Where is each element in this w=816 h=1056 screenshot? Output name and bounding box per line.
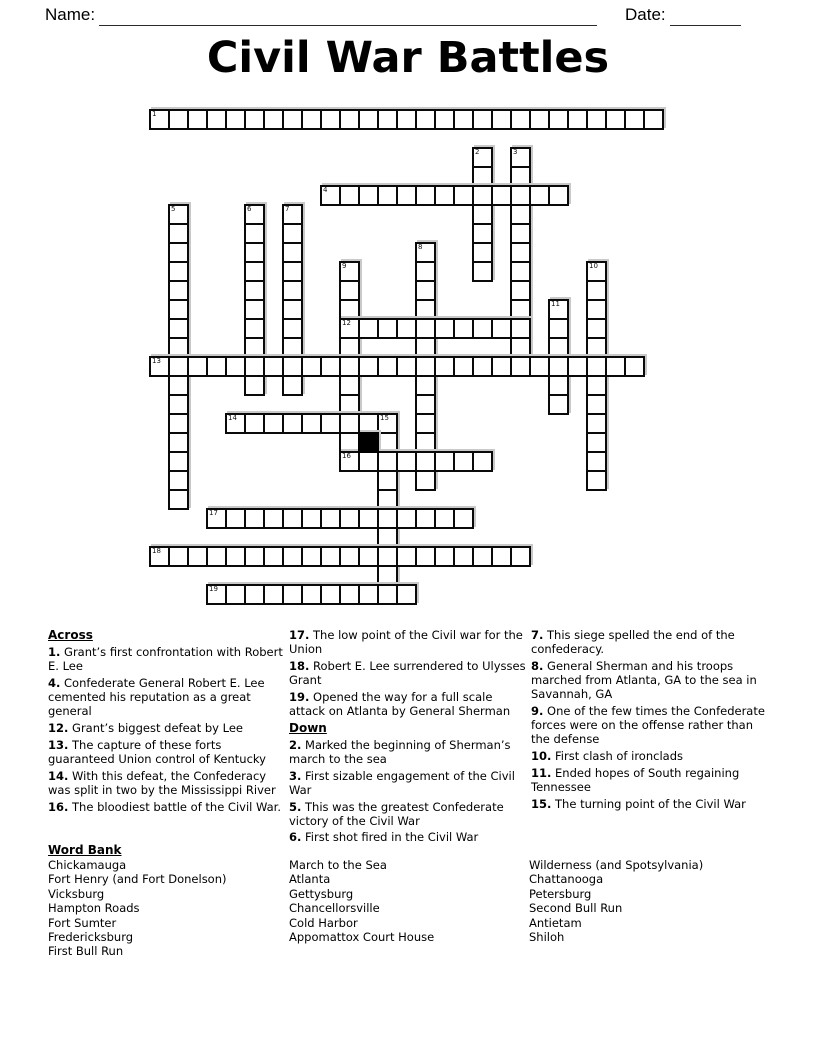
- clue-number: 11.: [531, 765, 552, 780]
- clue-number-in-grid: 13: [152, 357, 161, 365]
- clue-number-in-grid: 8: [418, 243, 423, 251]
- word-bank-column-3: [529, 843, 771, 944]
- clue-number: 7.: [531, 628, 544, 642]
- clue-6: 6. First shot fired in the Civil War: [289, 830, 479, 845]
- crossword-entry-4-across[interactable]: [320, 185, 569, 206]
- clue-number-in-grid: 10: [589, 262, 598, 270]
- clues-header-across: Across: [48, 628, 93, 642]
- clue-number: 4.: [48, 675, 61, 690]
- clue-13: 13. The capture of these forts guaranteed Union control of Kentucky: [48, 737, 266, 766]
- clue-number-in-grid: 15: [380, 414, 389, 422]
- word-bank-item: Vicksburg: [48, 886, 105, 901]
- word-bank-item: Fort Sumter: [48, 915, 117, 930]
- clue-7: 7. This siege spelled the end of the confederacy.: [531, 628, 735, 657]
- crossword-entry-1-across[interactable]: [149, 109, 664, 130]
- word-bank-item: Fort Henry (and Fort Donelson): [48, 872, 227, 887]
- clues-column-right: [531, 628, 773, 813]
- clue-18: 18. Robert E. Lee surrendered to Ulysses Grant: [289, 658, 526, 688]
- clue-number: 18.: [289, 658, 310, 673]
- clue-number-in-grid: 6: [247, 205, 252, 213]
- clue-number-in-grid: 18: [152, 547, 161, 555]
- clue-number-in-grid: 17: [209, 509, 218, 517]
- word-bank-item: Chattanooga: [529, 872, 604, 887]
- clue-16: 16. The bloodiest battle of the Civil War.: [48, 799, 282, 814]
- clue-number-in-grid: 3: [513, 148, 518, 156]
- clue-number-in-grid: 16: [342, 452, 351, 460]
- crossword-entry-12-across[interactable]: [339, 318, 531, 339]
- crossword-entry-16-across[interactable]: [339, 451, 493, 472]
- clue-number-in-grid: 7: [285, 205, 290, 213]
- clue-number-in-grid: 14: [228, 414, 237, 422]
- clue-number: 16.: [48, 799, 69, 814]
- crossword-entry-18-across[interactable]: [149, 546, 531, 567]
- word-bank-header: Word Bank: [48, 843, 122, 857]
- clue-1: 1. Grant’s first confrontation with Robert E. Lee: [48, 645, 283, 674]
- clue-8: 8. General Sherman and his troops marched from Atlanta, GA to the sea in Savannah, GA: [531, 658, 757, 702]
- word-bank-item: Chancellorsville: [289, 901, 380, 916]
- clue-number: 5.: [289, 799, 302, 814]
- date-label: Date:: [625, 5, 666, 24]
- date-blank-line: [670, 25, 741, 26]
- clue-number: 10.: [531, 749, 552, 764]
- clues-column-middle: [289, 628, 531, 847]
- clue-number: 12.: [48, 721, 69, 736]
- clue-2: 2. Marked the beginning of Sherman’s march to the sea: [289, 737, 511, 766]
- page-title: Civil War Battles: [206, 33, 610, 83]
- clues-header-down: Down: [289, 720, 327, 735]
- clues-column-across: [48, 628, 290, 816]
- word-bank-item: Chickamauga: [48, 858, 127, 872]
- clue-10: 10. First clash of ironclads: [531, 749, 683, 764]
- clue-15: 15. The turning point of the Civil War: [531, 796, 746, 811]
- clue-17: 17. The low point of the Civil war for the Union: [289, 628, 523, 657]
- clue-11: 11. Ended hopes of South regaining Tennessee: [531, 765, 740, 795]
- crossword-entry-19-across[interactable]: [206, 584, 417, 605]
- clue-number-in-grid: 9: [342, 262, 347, 270]
- clue-3: 3. First sizable engagement of the Civil War: [289, 768, 515, 797]
- crossword-entry-2-down[interactable]: [472, 147, 493, 282]
- word-bank-column-1: [48, 843, 290, 959]
- clue-number-in-grid: 4: [323, 186, 328, 194]
- word-bank-item: Second Bull Run: [529, 901, 623, 916]
- clue-number-in-grid: 12: [342, 319, 351, 327]
- clue-number: 1.: [48, 645, 61, 659]
- clue-number-in-grid: 5: [171, 205, 176, 213]
- word-bank-item: Cold Harbor: [289, 915, 358, 930]
- word-bank-item: Wilderness (and Spotsylvania): [529, 858, 704, 872]
- crossword-entry-3-down[interactable]: [510, 147, 531, 377]
- word-bank-item: Atlanta: [289, 872, 331, 887]
- clue-number-in-grid: 1: [152, 110, 157, 118]
- clue-number: 9.: [531, 704, 544, 719]
- clue-number: 2.: [289, 737, 302, 752]
- clue-number: 17.: [289, 628, 310, 642]
- word-bank-item: Petersburg: [529, 886, 592, 901]
- clue-4: 4. Confederate General Robert E. Lee cemented his reputation as a great general: [48, 675, 265, 719]
- black-cell: [358, 432, 379, 453]
- word-bank-item: First Bull Run: [48, 944, 124, 959]
- word-bank-item: March to the Sea: [289, 858, 387, 872]
- clue-5: 5. This was the greatest Confederate victory of the Civil War: [289, 799, 504, 828]
- word-bank-column-2: [289, 843, 531, 944]
- word-bank-item: Antietam: [529, 915, 582, 930]
- clue-9: 9. One of the few times the Confederate forces were on the offense rather than the defense: [531, 704, 765, 747]
- clue-number-in-grid: 19: [209, 585, 218, 593]
- clue-number: 13.: [48, 737, 69, 752]
- clue-14: 14. With this defeat, the Confederacy was split in two by the Mississippi River: [48, 768, 276, 797]
- crossword-entry-17-across[interactable]: [206, 508, 474, 529]
- clue-19: 19. Opened the way for a full scale attack on Atlanta by General Sherman: [289, 689, 511, 719]
- clue-12: 12. Grant’s biggest defeat by Lee: [48, 721, 243, 736]
- clue-number-in-grid: 11: [551, 300, 560, 308]
- name-label: Name:: [45, 5, 96, 24]
- word-bank-item: Fredericksburg: [48, 930, 134, 945]
- word-bank-item: Hampton Roads: [48, 901, 140, 916]
- crossword-entry-13-across[interactable]: [149, 356, 645, 377]
- word-bank-item: Shiloh: [529, 930, 565, 945]
- clue-number: 6.: [289, 830, 302, 845]
- word-bank-item: Gettysburg: [289, 886, 354, 901]
- clue-number: 15.: [531, 796, 552, 811]
- name-blank-line: [99, 25, 597, 26]
- clue-number: 8.: [531, 658, 544, 673]
- clue-number-in-grid: 2: [475, 148, 480, 156]
- clue-number: 3.: [289, 768, 302, 783]
- clue-number: 14.: [48, 768, 69, 783]
- clue-number: 19.: [289, 689, 310, 704]
- crossword-entry-14-across[interactable]: [225, 413, 398, 434]
- word-bank-item: Appomattox Court House: [289, 930, 435, 945]
